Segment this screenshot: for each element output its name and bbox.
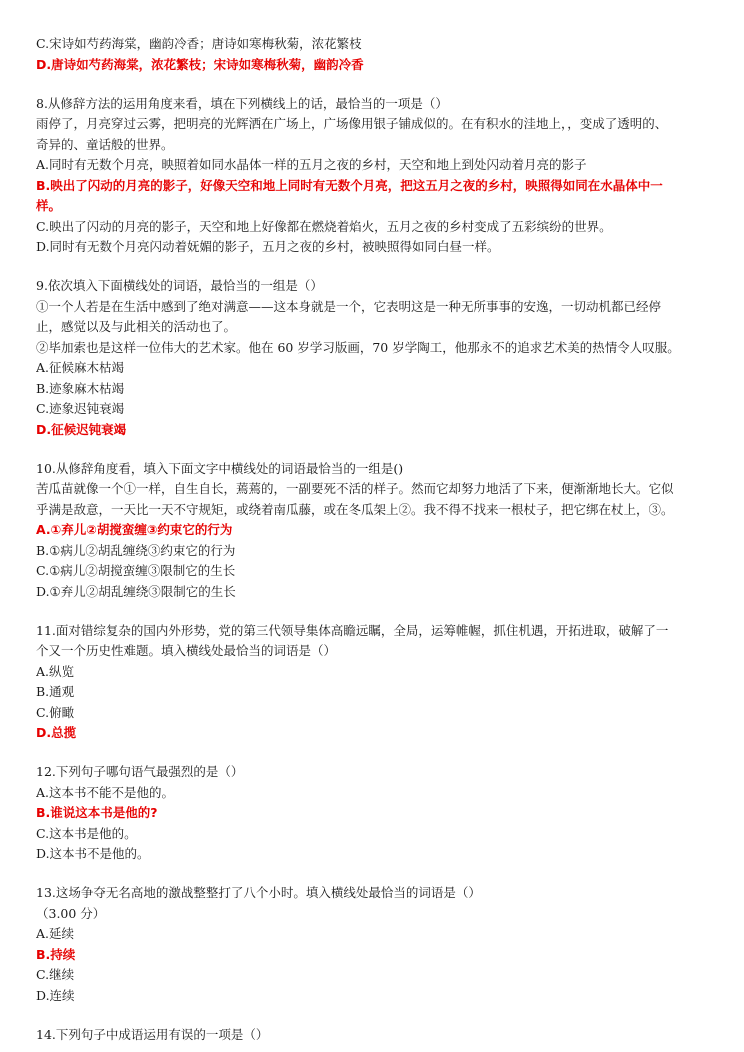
q8-option-b-answer-line-2: 样。 [36,198,62,213]
q12-option-b-answer: B.谁说这本书是他的? [36,805,158,820]
q13-option-c: C.继续 [36,967,75,982]
q11-stem-line-2: 个又一个历史性难题。填入横线处最恰当的词语是（） [36,643,337,658]
q11-option-d-answer: D.总揽 [36,725,77,740]
q13-option-b-answer: B.持续 [36,946,76,962]
q12-option-c: C.这本书是他的。 [36,825,137,841]
q9-option-d-answer: D.征候迟钝衰竭 [36,421,127,437]
q8-option-b-answer-line-1: B.映出了闪动的月亮的影子，好像天空和地上同时有无数个月亮，把这五月之夜的乡村，映照得如同在水晶体中一 [36,177,663,193]
q8-option-d: D.同时有无数个月亮闪动着妩媚的影子，五月之夜的乡村，被映照得如同白昼一样。 [36,239,500,254]
q10-passage-line-2: 乎满是敌意，一天比一天不守规矩，或绕着南瓜藤，或在冬瓜架上②。我不得不找来一根杖子，把它绑在杖上，③。 [36,501,674,517]
q10-stem: 10.从修辞角度看，填入下面文字中横线处的词语最恰当的一组是() [36,460,404,476]
q10-passage-line-1: 苦瓜苗就像一个①一样，自生自长，蔫蔫的，一副要死不活的样子。然而它却努力地活了下来，便渐渐地长大。它似 [36,481,674,496]
q10-option-d: D.①弃儿②胡乱缠绕③限制它的生长 [36,583,236,599]
q12-option-a: A.这本书不能不是他的。 [36,784,175,800]
q11-option-b: B.通观 [36,684,75,699]
q13-score: （3.00 分） [36,905,106,921]
q9-option-a: A.征候麻木枯竭 [36,360,125,375]
q10-option-b: B.①病儿②胡乱缠绕③约束它的行为 [36,542,236,558]
q8-stem: 8.从修辞方法的运用角度来看，填在下列横线上的话，最恰当的一项是（） [36,95,448,111]
q8-passage-line-1: 雨停了，月亮穿过云雾，把明亮的光辉洒在广场上，广场像用银子铺成似的。在有积水的洼地上，，变成了透明的、 [36,116,668,131]
q10-option-a-answer: A.①弃儿②胡搅蛮缠③约束它的行为 [36,522,233,537]
q9-option-b: B.迹象麻木枯竭 [36,380,125,396]
q8-option-c: C.映出了闪动的月亮的影子，天空和地上好像都在燃烧着焰火，五月之夜的乡村变成了五彩缤纷的世界。 [36,218,612,234]
prev-option-c: C.宋诗如芍药海棠，幽韵冷香；唐诗如寒梅秋菊，浓花繁枝 [36,36,362,51]
q12-stem: 12.下列句子哪句语气最强烈的是（） [36,764,244,779]
q11-option-c: C.俯瞰 [36,704,75,720]
q9-sentence-1-line-1: ①一个人若是在生活中感到了绝对满意——这本身就是一个，它表明这是一种无所事事的安逸，一切动机都已经停 [36,298,662,314]
q9-stem: 9.依次填入下面横线处的词语，最恰当的一组是（） [36,278,323,293]
q13-option-a: A.延续 [36,926,75,941]
q8-option-a: A.同时有无数个月亮，映照着如同水晶体一样的五月之夜的乡村，天空和地上到处闪动着月亮的影子 [36,157,587,172]
prev-option-d-answer: D.唐诗如芍药海棠，浓花繁枝；宋诗如寒梅秋菊，幽韵冷香 [36,56,364,72]
q11-option-a: A.纵览 [36,663,75,679]
q12-option-d: D.这本书不是他的。 [36,846,150,861]
q9-sentence-1-line-2: 止，感觉以及与此相关的活动也了。 [36,319,237,334]
q9-sentence-2: ②毕加索也是这样一位伟大的艺术家。他在 60 岁学习版画，70 岁学陶工，他那永不的追求艺术美的热情令人叹服。 [36,339,680,355]
q8-passage-line-2: 奇异的、童话般的世界。 [36,136,174,152]
q13-stem: 13.这场争夺无名高地的激战整整打了八个小时。填入横线处最恰当的词语是（） [36,885,481,900]
q9-option-c: C.迹象迟钝衰竭 [36,401,125,416]
q14-stem: 14.下列句子中成语运用有误的一项是（） [36,1026,269,1042]
document-page [36,34,708,1045]
q10-option-c: C.①病儿②胡搅蛮缠③限制它的生长 [36,563,236,578]
q11-stem-line-1: 11.面对错综复杂的国内外形势，党的第三代领导集体高瞻远瞩，全局，运筹帷幄，抓住机遇，开拓进取，破解了一 [36,622,669,638]
q13-option-d: D.连续 [36,987,75,1003]
